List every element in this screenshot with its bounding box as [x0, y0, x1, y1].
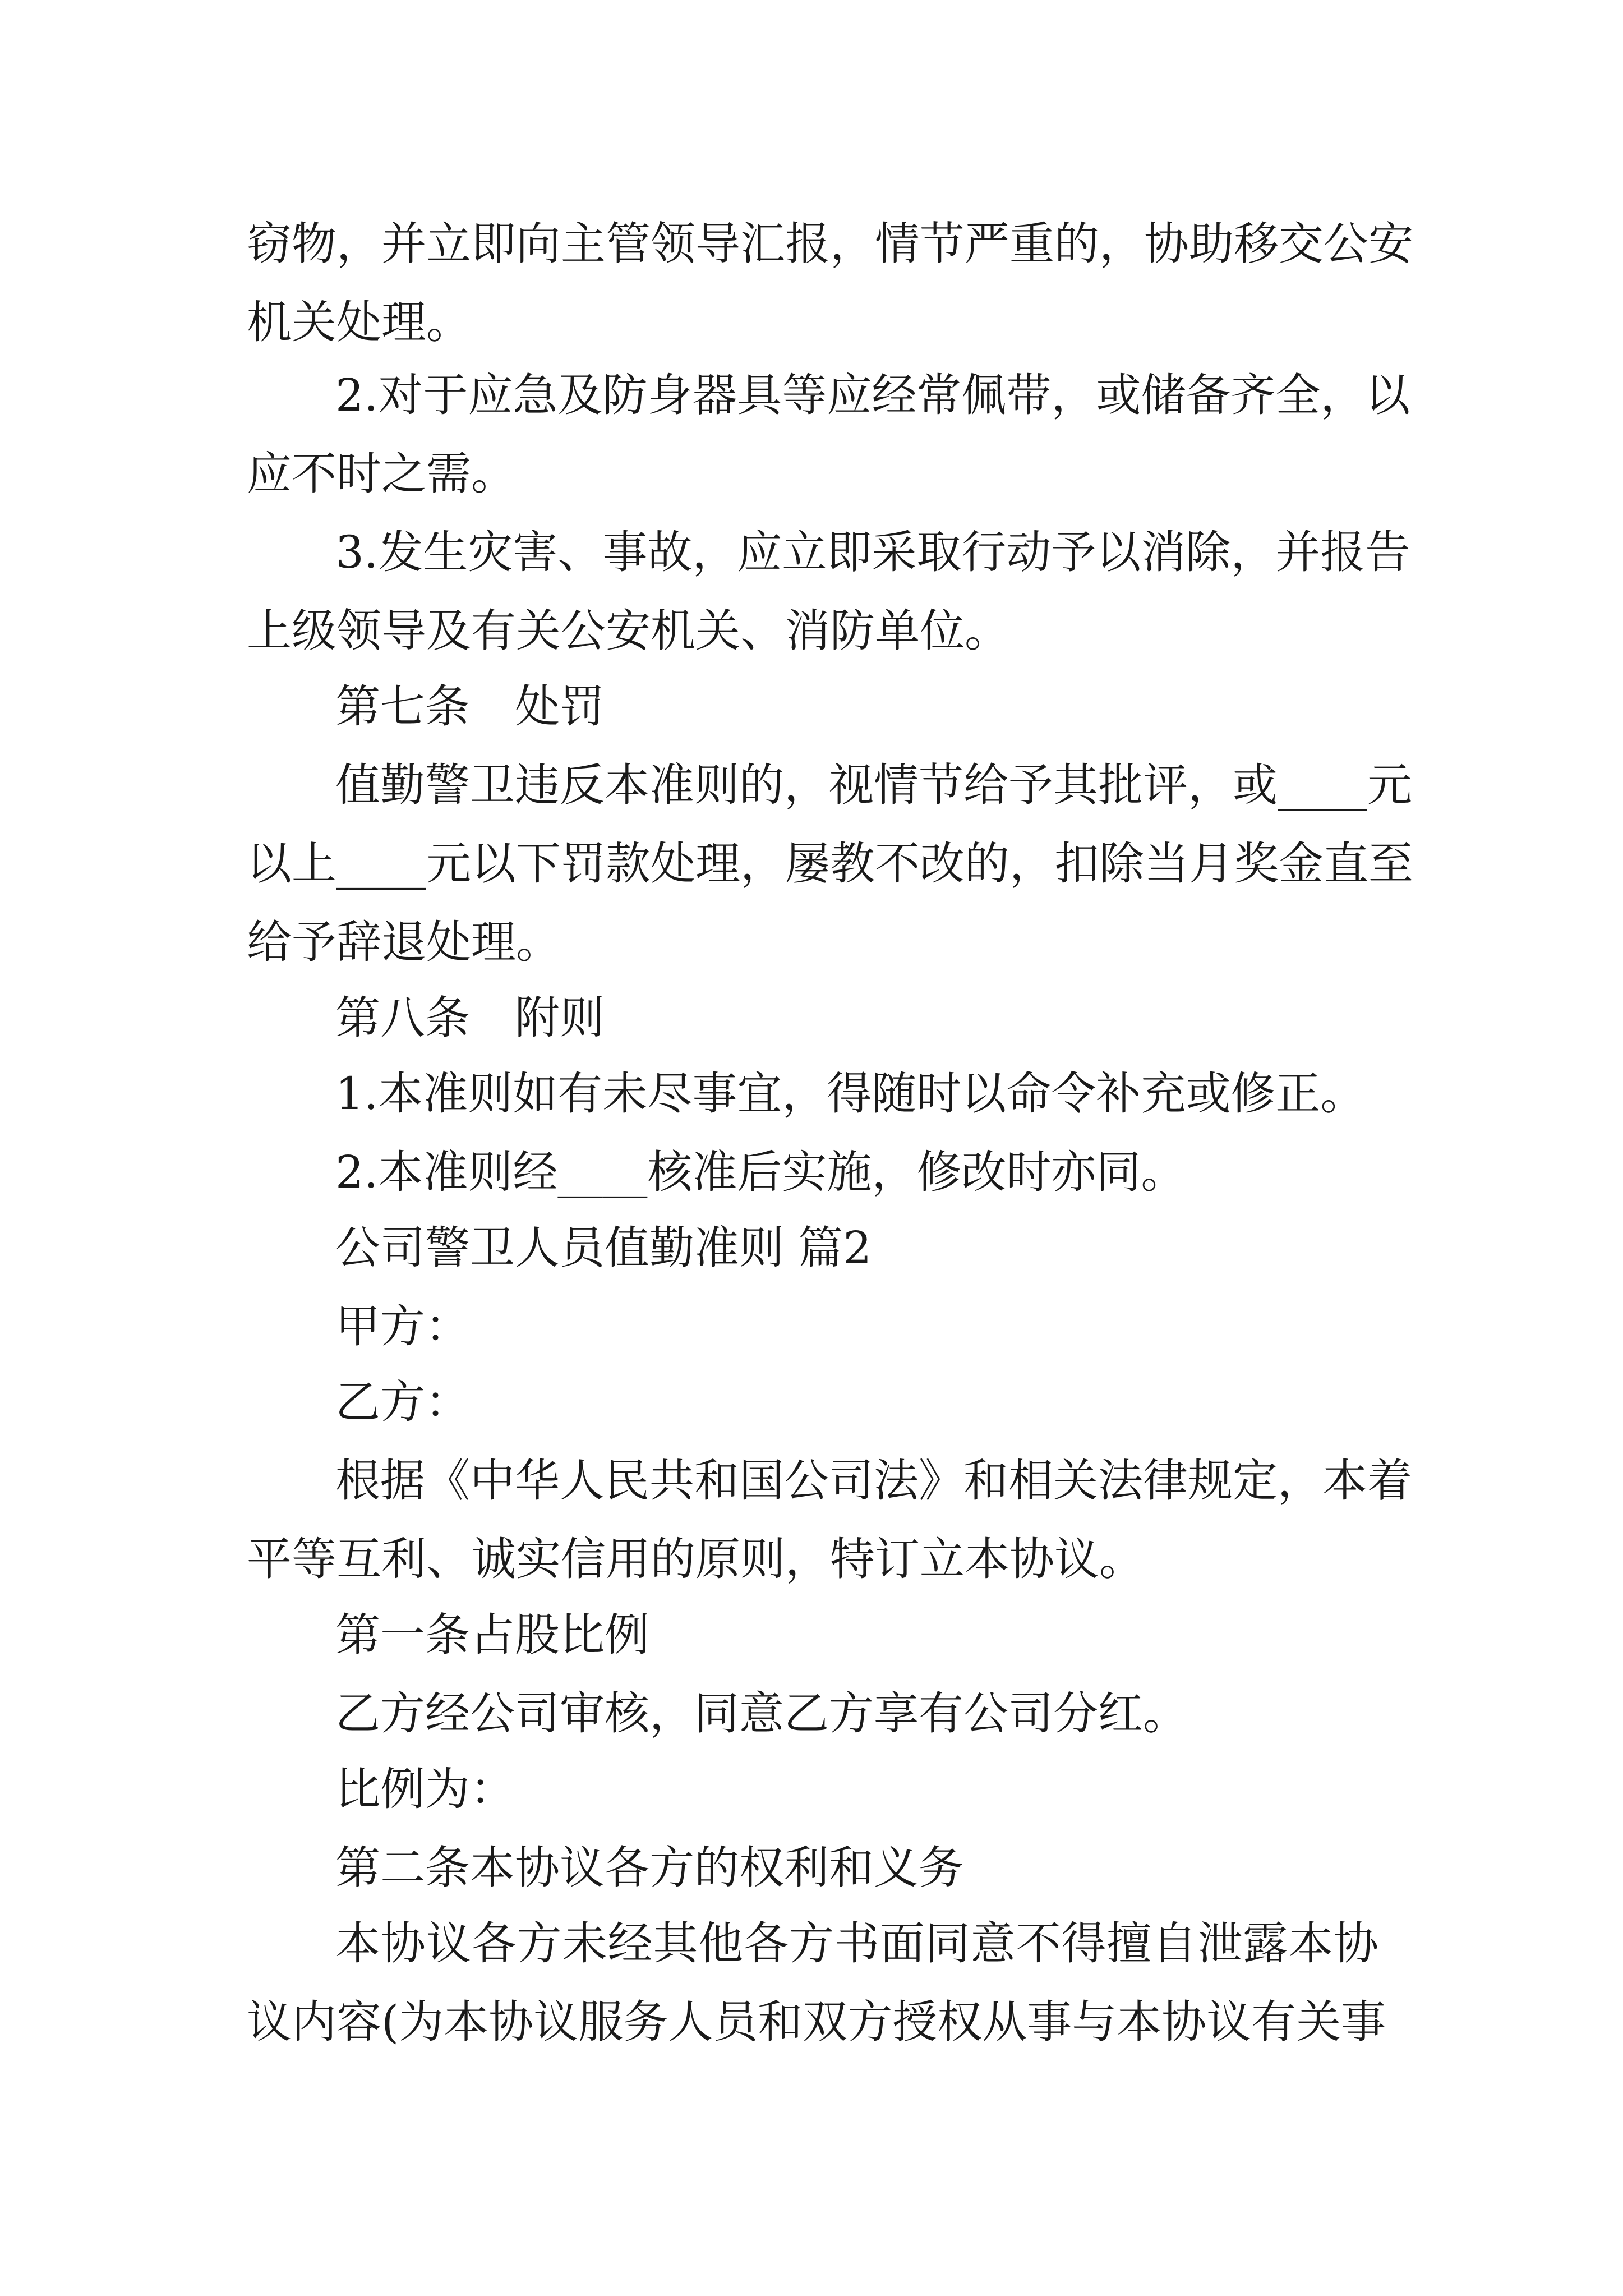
paragraph-line: 平等互利、诚实信用的原则，特订立本协议。: [247, 1533, 1144, 1585]
paragraph-line: 议内容(为本协议服务人员和双方授权从事与本协议有关事: [247, 1996, 1386, 2048]
paragraph-line: 3.发生灾害、事故，应立即采取行动予以消除，并报告: [335, 526, 1410, 578]
section-heading: 第一条占股比例: [335, 1609, 649, 1661]
paragraph-line: 机关处理。: [247, 296, 471, 348]
section-heading: 第二条本协议各方的权利和义务: [335, 1842, 963, 1894]
paragraph-line: 2.本准则经____核准后实施，修改时亦同。: [335, 1146, 1186, 1198]
paragraph-line: 应不时之需。: [247, 448, 516, 500]
section-heading: 第七条 处罚: [335, 680, 605, 733]
paragraph-line: 1.本准则如有未尽事宜，得随时以命令补充或修正。: [335, 1068, 1366, 1120]
paragraph-line: 值勤警卫违反本准则的，视情节给予其批评，或____元: [335, 759, 1412, 811]
paragraph-line: 本协议各方未经其他各方书面同意不得擅自泄露本协: [335, 1917, 1378, 1970]
paragraph-line: 以上____元以下罚款处理，屡教不改的，扣除当月奖金直至: [247, 838, 1413, 890]
paragraph-line: 比例为：: [335, 1763, 515, 1815]
section-heading: 第八条 附则: [335, 992, 605, 1044]
paragraph-line: 上级领导及有关公安机关、消防单位。: [247, 605, 1009, 657]
document-title: 公司警卫人员值勤准则 篇2: [335, 1222, 872, 1274]
paragraph-line: 乙方经公司审核，同意乙方享有公司分红。: [335, 1687, 1188, 1740]
paragraph-line: 窃物，并立即向主管领导汇报，情节严重的，协助移交公安: [247, 218, 1413, 270]
paragraph-line: 给予辞退处理。: [247, 916, 561, 968]
paragraph-line: 根据《中华人民共和国公司法》和相关法律规定，本着: [335, 1455, 1412, 1507]
party-b-label: 乙方：: [335, 1376, 470, 1428]
party-a-label: 甲方：: [335, 1300, 470, 1352]
paragraph-line: 2.对于应急及防身器具等应经常佩带，或储备齐全，以: [335, 369, 1410, 421]
